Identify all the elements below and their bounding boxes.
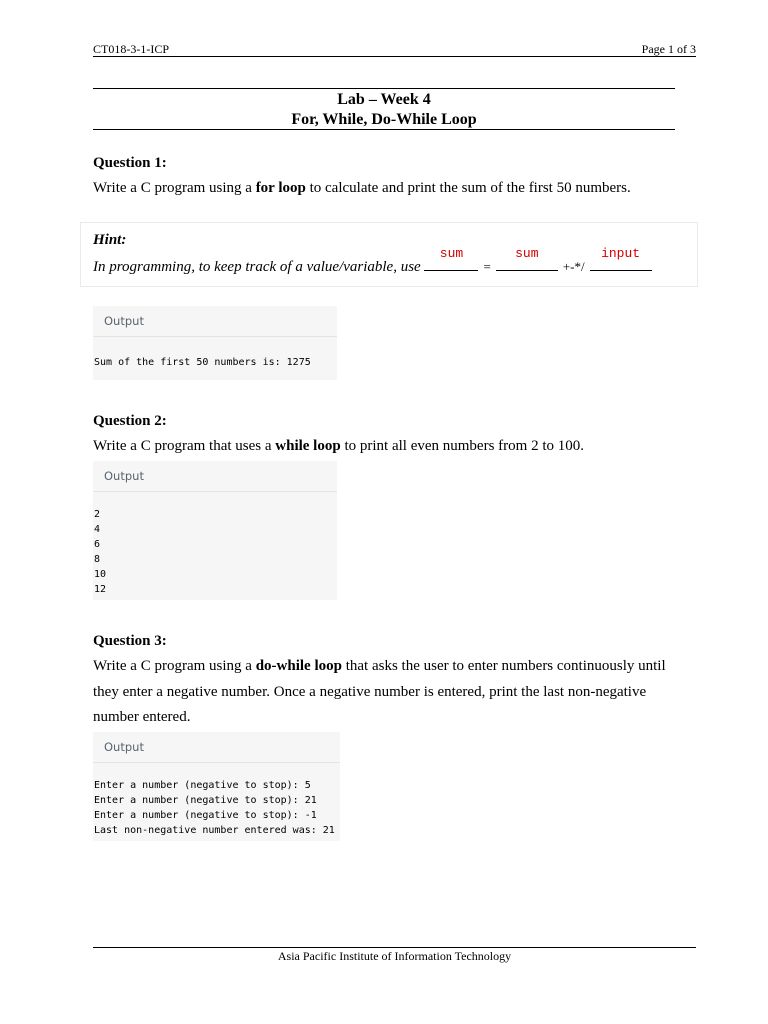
header-rule: [93, 56, 696, 57]
question-3-text: Write a C program using a do-while loop that asks the user to enter numbers continuously until they enter a negative number. Once a negative number is entered, print the last non-negative number entered.: [93, 658, 666, 725]
question-1-heading: Question 1:: [93, 155, 167, 171]
hint-blank-1: sum: [424, 256, 478, 271]
course-code: CT018-3-1-ICP: [93, 42, 169, 56]
output-text-2: 2 4 6 8 10 12: [94, 509, 107, 595]
lab-subtitle: For, While, Do-While Loop: [291, 111, 477, 128]
title-rule-bottom: [93, 129, 675, 130]
output-label-1: Output: [93, 306, 337, 337]
question-2-text: Write a C program that uses a while loop to print all even numbers from 2 to 100.: [93, 438, 584, 454]
output-panel-2: [93, 461, 337, 600]
footer-institution: Asia Pacific Institute of Information Technology: [277, 949, 512, 963]
lab-title: Lab – Week 4: [337, 91, 431, 108]
output-panel-3: [93, 732, 340, 841]
output-text-3: Enter a number (negative to stop): 5 Enter a number (negative to stop): 21 Enter a number (negative to stop): -1 Last non-negative number entered was: 21: [94, 780, 335, 836]
hint-text: In programming, to keep track of a value/variable, use sum = sum +-*/ input: [93, 256, 652, 276]
hint-blank-2: sum: [496, 256, 558, 271]
output-label-2: Output: [93, 461, 337, 492]
output-panel-1: [93, 306, 337, 380]
question-3-heading: Question 3:: [93, 633, 167, 649]
hint-title: Hint:: [93, 232, 127, 248]
question-1-text: Write a C program using a for loop to calculate and print the sum of the first 50 numbers.: [93, 180, 631, 196]
hint-blank-3: input: [590, 256, 652, 271]
footer-rule: [93, 947, 696, 948]
page-number: Page 1 of 3: [641, 42, 696, 56]
title-rule-top: [93, 88, 675, 89]
output-text-1: Sum of the first 50 numbers is: 1275: [94, 357, 311, 368]
question-2-heading: Question 2:: [93, 413, 167, 429]
output-label-3: Output: [93, 732, 340, 763]
